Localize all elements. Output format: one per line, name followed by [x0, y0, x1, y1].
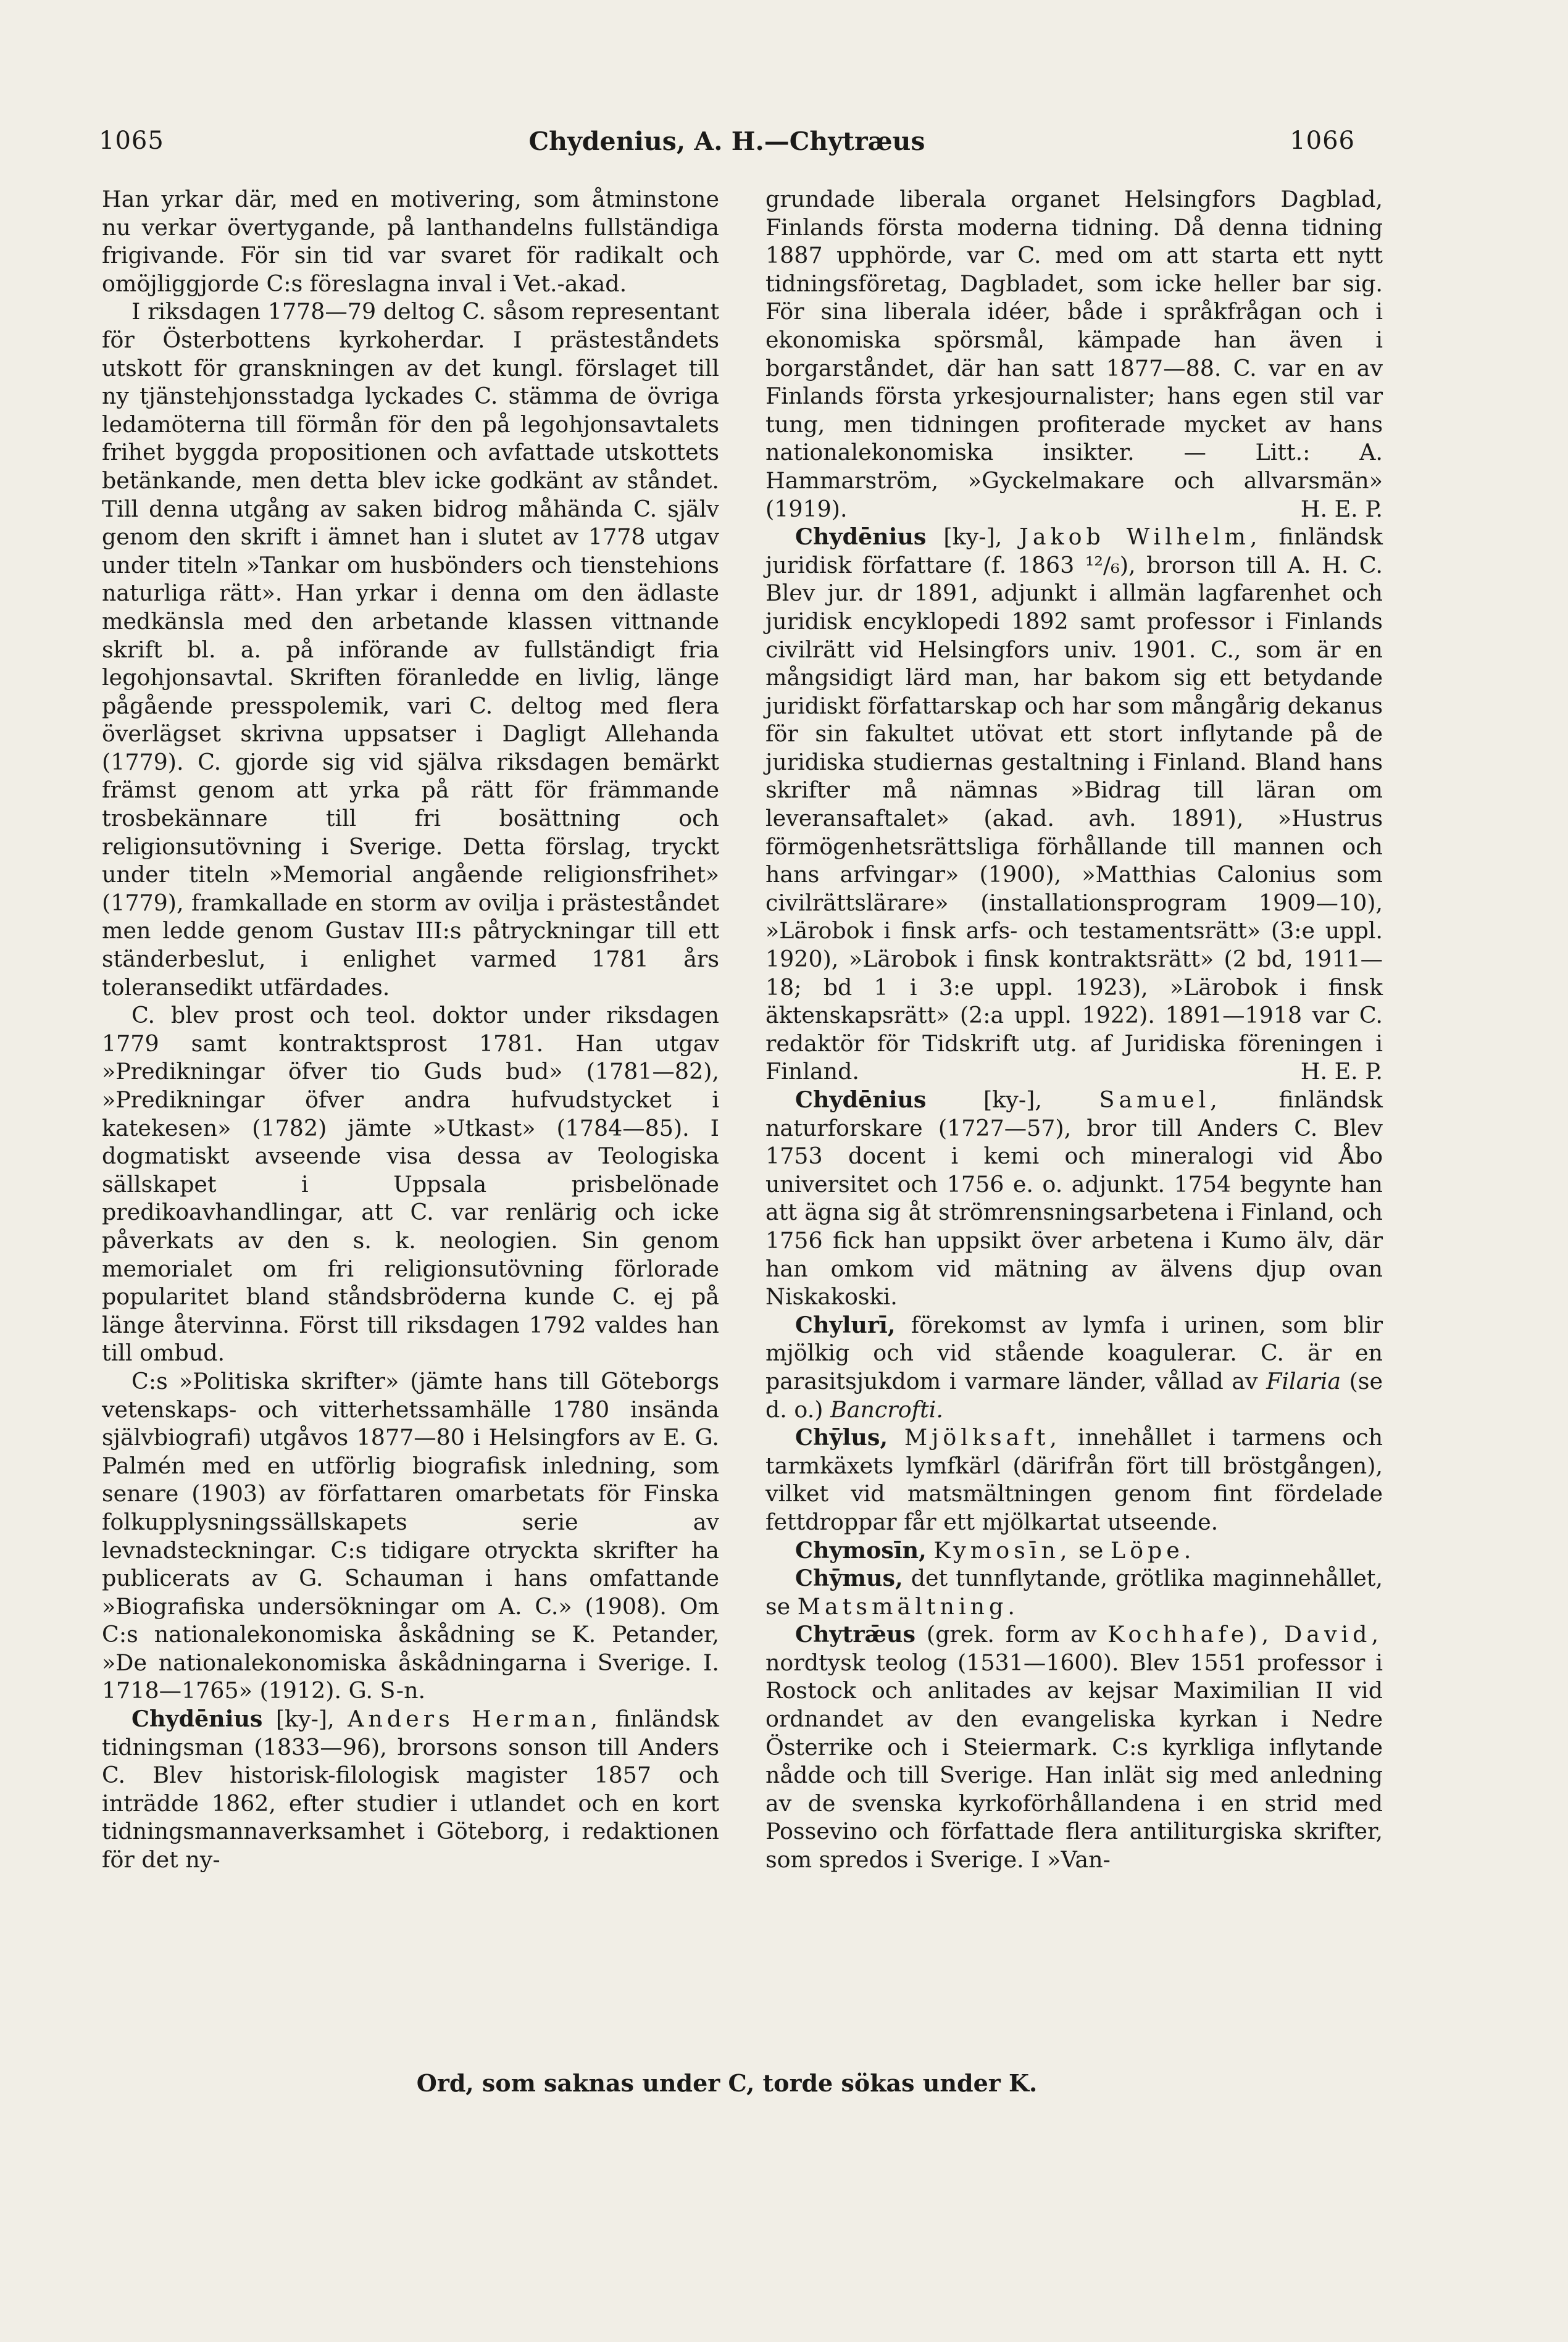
entry-text: det tunnflytande, grötlika maginnehållet, se	[765, 1565, 1383, 1620]
italic-term: Filaria	[1266, 1367, 1341, 1394]
cross-reference: Löpe.	[1110, 1536, 1196, 1564]
entry-headword: Chydēnius	[795, 523, 927, 551]
pronunciation: [ky-],	[983, 1086, 1042, 1113]
entry-headword: Chȳmus,	[795, 1565, 903, 1592]
entry-name: Jakob Wilhelm,	[1019, 523, 1262, 551]
cross-reference: Matsmältning.	[797, 1593, 1019, 1620]
entry-headword: Chylurī,	[795, 1311, 896, 1338]
entry-text: finländsk naturforskare (1727—57), bror till Anders C. Blev 1753 docent i kemi och mineralogi vid Åbo universitet och 1756 e. o. adjunkt. 1754 begynte han att ägna sig åt strömrensningsarbetena i Finland, och 1756 fick han uppsikt över arbetena i Kumo älv, där han omkom vid mätning av älvens djup ovan Niskakoski.	[765, 1086, 1383, 1311]
paragraph: I riksdagen 1778—79 deltog C. såsom representant för Österbottens kyrkoherdar. I prästeståndets utskott för granskningen av det kungl. förslaget till ny tjänstehjonsstadga lyckades C. stämma de övriga ledamöterna till förmån för den på legohjonsavtalets frihet byggda propositionen och avfattade utskottets betänkande, men detta blev icke godkänt av ståndet. Till denna utgång av saken bidrog måhända C. själv genom den skrift i ämnet han i slutet av 1778 utgav under titeln »Tankar om husbönders och tienstehions naturliga rätt». Han yrkar i denna om den ädlaste medkänsla med den arbetande klassen vittnande skrift bl. a. på införande av fullständigt fria legohjonsavtal. Skriften föranledde en livlig, länge pågående presspolemik, vari C. deltog med flera överlägset skrivna uppsatser i Dagligt Allehanda (1779). C. gjorde sig vid själva riksdagen bemärkt främst genom att yrka på rätt för främmande trosbekännare till fri bosättning och religionsutövning i Sverige. Detta förslag, tryckt under titeln »Memorial angående religionsfrihet» (1779), framkallade en storm av ovilja i prästeståndet men ledde genom Gustav III:s påtryckningar till ett ständerbeslut, i enlighet varmed 1781 års toleransedikt utfärdades.	[102, 298, 719, 1001]
entry-chydenius-jakob-wilhelm	[765, 523, 1383, 1086]
entry-chymus	[765, 1564, 1383, 1620]
entry-text: innehållet i tarmens och tarmkäxets lymfkärl (därifrån fört till bröstgången), vilket vid matsmältningen genom fint fördelade fettdroppar får ett mjölkartat utseende.	[765, 1424, 1383, 1535]
entry-text: (grek. form av	[926, 1621, 1097, 1648]
entry-chymosin	[765, 1536, 1383, 1565]
author-signature: H. E. P.	[1300, 495, 1383, 522]
right-column	[765, 185, 1383, 1874]
entry-text: finländsk tidningsman (1833—96), brorsons sonson till Anders C. Blev historisk-filologisk magister 1857 och inträdde 1862, efter studier i utlandet och en kort tidningsmannaverksamhet i Göteborg, i redaktionen för det ny-	[102, 1706, 719, 1873]
page-header	[99, 127, 1355, 164]
entry-text: (se d. o.)	[765, 1367, 1383, 1423]
page-number-right: 1066	[1290, 127, 1355, 155]
pronunciation: [ky-],	[943, 523, 1003, 551]
running-head: Chydenius, A. H.—Chytræus	[528, 127, 925, 156]
cross-reference: Kochhafe),	[1107, 1621, 1274, 1648]
page-number-left: 1065	[99, 127, 164, 155]
page-footer-note: Ord, som saknas under C, torde sökas under K.	[416, 2069, 1038, 2097]
entry-chydenius-samuel	[765, 1086, 1383, 1311]
entry-text: nordtysk teolog (1531—1600). Blev 1551 professor i Rostock och anlitades av kejsar Maximilian II vid ordnandet av den evangeliska kyrkan i Nedre Österrike och i Steiermark. C:s kyrkliga inflytande nådde och till Sverige. Han inlät sig med anledning av de svenska kyrkoförhållandena i en strid med Possevino och författade flera antiliturgiska skrifter, som spredos i Sverige. I »Van-	[765, 1649, 1383, 1873]
entry-chytraeus	[765, 1620, 1383, 1873]
paragraph: C. blev prost och teol. doktor under riksdagen 1779 samt kontraktsprost 1781. Han utgav »Predikningar öfver tio Guds bud» (1781—82), »Predikningar öfver andra hufvudstycket i katekesen» (1782) jämte »Utkast» (1784—85). I dogmatiskt avseende visa dessa av Teologiska sällskapet i Uppsala prisbelönade predikoavhandlingar, att C. var renlärig och icke påverkats av den s. k. neologien. Sin genom memorialet om fri religionsutövning förlorade popularitet bland ståndsbröderna kunde C. ej på länge återvinna. Först till riksdagen 1792 valdes han till ombud.	[102, 1002, 719, 1367]
entry-text: finländsk juridisk författare (f. 1863 ¹²/₆), brorson till A. H. C. Blev jur. dr 1891, adjunkt i allmän lagfarenhet och juridisk encyklopedi 1892 samt professor i Finlands civilrätt vid Helsingfors univ. 1901. C., som är en mångsidigt lärd man, har bakom sig ett betydande juridiskt författarskap och har som mångårig dekanus för sin fakultet utövat ett stort inflytande på de juridiska studiernas gestaltning i Finland. Bland hans skrifter må nämnas »Bidrag till läran om leveransaftalet» (akad. avh. 1891), »Hustrus förmögenhetsrättsliga förhållande till mannen och hans arfvingar» (1900), »Matthias Calonius som civilrättslärare» (installationsprogram 1909—10), »Lärobok i finsk arfs- och testamentsrätt» (3:e uppl. 1920), »Lärobok i finsk kontraktsrätt» (2 bd, 1911—18; bd 1 i 3:e uppl. 1923), »Lärobok i finsk äktenskapsrätt» (2:a uppl. 1922). 1891—1918 var C. redaktör för Tidskrift utg. af Juridiska föreningen i Finland.	[765, 523, 1383, 1085]
paragraph	[102, 1367, 719, 1705]
entry-name: Kymosīn,	[933, 1536, 1072, 1564]
entry-name: Anders Herman,	[348, 1706, 603, 1733]
entry-headword: Chymosīn,	[795, 1536, 927, 1564]
entry-text: se	[1078, 1536, 1104, 1564]
entry-headword: Chytrǣus	[795, 1621, 915, 1648]
entry-chydenius-anders-herman	[102, 1705, 719, 1874]
entry-headword: Chydēnius	[795, 1086, 927, 1113]
paragraph	[765, 185, 1383, 523]
author-signature: H. E. P.	[1300, 1058, 1383, 1085]
italic-term: Bancrofti.	[830, 1396, 943, 1423]
entry-headword: Chydēnius	[131, 1706, 263, 1733]
entry-chylus	[765, 1423, 1383, 1536]
entry-name: David,	[1284, 1621, 1383, 1648]
entry-name: Mjölksaft,	[904, 1424, 1061, 1451]
paragraph-text: grundade liberala organet Helsingfors Dagblad, Finlands första moderna tidning. Då denna tidning 1887 upphörde, var C. med om att starta ett nytt tidningsföretag, Dagbladet, som icke heller bar sig. För sina liberala idéer, både i språkfrågan och i ekonomiska spörsmål, kämpade han även i borgarståndet, där han satt 1877—88. C. var en av Finlands första yrkesjournalister; hans egen stil var tung, men tidningen profiterade mycket av hans nationalekonomiska insikter. — Litt.: A. Hammarström, »Gyckelmakare och allvarsmän» (1919).	[765, 186, 1383, 522]
left-column	[102, 185, 719, 1874]
paragraph-text: C:s »Politiska skrifter» (jämte hans till Göteborgs vetenskaps- och vitterhetssamhälle 1780 insända självbiografi) utgåvos 1877—80 i Helsingfors av E. G. Palmén med en utförlig biografisk inledning, som senare (1903) av författaren omarbetats för Finska folkupplysningssällskapets serie av levnadsteckningar. C:s tidigare otryckta skrifter ha publicerats av G. Schauman i hans omfattande »Biografiska undersökningar om A. C.» (1908). Om C:s nationalekonomiska åskådning se K. Petander, »De nationalekonomiska åskådningarna i Sverige. I. 1718—1765» (1912).	[102, 1367, 719, 1704]
entry-headword: Chȳlus,	[795, 1424, 888, 1451]
entry-name: Samuel,	[1099, 1086, 1222, 1113]
author-signature: G. S-n.	[348, 1677, 426, 1704]
entry-chyluri	[765, 1311, 1383, 1423]
paragraph: Han yrkar där, med en motivering, som åtminstone nu verkar övertygande, på lanthandelns fullständiga frigivande. För sin tid var svaret för radikalt och omöjliggjorde C:s föreslagna inval i Vet.-akad.	[102, 186, 719, 297]
pronunciation: [ky-],	[275, 1706, 335, 1733]
entry-text: förekomst av lymfa i urinen, som blir mjölkig och vid stående koagulerar. C. är en parasitsjukdom i varmare länder, vållad av	[765, 1311, 1383, 1394]
